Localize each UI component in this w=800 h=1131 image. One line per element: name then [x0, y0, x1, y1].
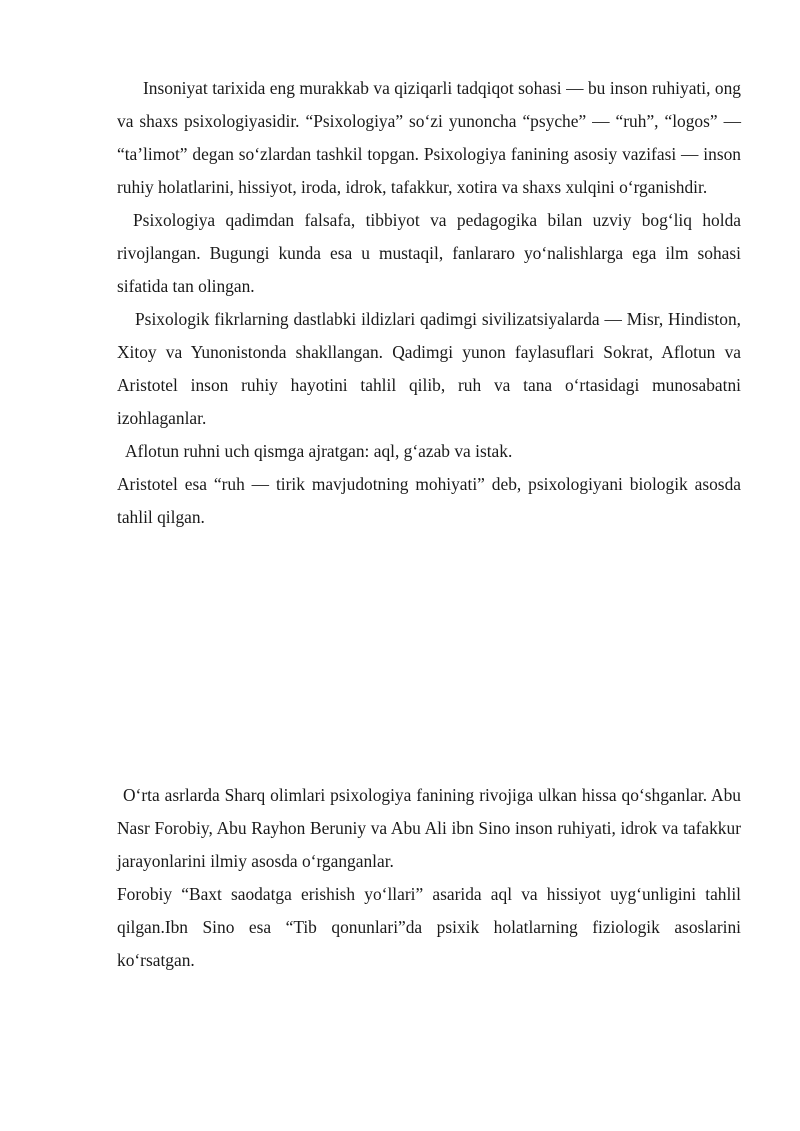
text-block-middle-ages: [117, 779, 741, 977]
paragraph-aflotun: Aflotun ruhni uch qismga ajratgan: aql, g‘azab va istak.: [125, 441, 513, 461]
paragraph-psychology-development: Psixologiya qadimdan falsafa, tibbiyot va pedagogika bilan uzviy bog‘liq holda rivojlangan. Bugungi kunda esa u mustaqil, fanlararo yo‘nalishlarga ega ilm sohasi sifatida tan olingan.: [117, 210, 741, 296]
text-block-intro: [117, 72, 741, 534]
paragraph-aristotel: Aristotel esa “ruh — tirik mavjudotning mohiyati” deb, psixologiyani biologik asosda tahlil qilgan.: [117, 474, 741, 527]
paragraph-eastern-scholars: O‘rta asrlarda Sharq olimlari psixologiya fanining rivojiga ulkan hissa qo‘shganlar. Abu Nasr Forobiy, Abu Rayhon Beruniy va Abu Ali ibn Sino inson ruhiyati, idrok va tafakkur jarayonlarini ilmiy asosda o‘rganganlar.: [117, 785, 741, 871]
paragraph-ancient-origins: Psixologik fikrlarning dastlabki ildizlari qadimgi sivilizatsiyalarda — Misr, Hindiston, Xitoy va Yunonistonda shakllangan. Qadimgi yunon faylasuflari Sokrat, Aflotun va Aristotel inson ruhiy hayotini tahlil qilib, ruh va tana o‘rtasidagi munosabatni izohlaganlar.: [117, 309, 741, 428]
paragraph-forobiy-ibn-sino: Forobiy “Baxt saodatga erishish yo‘llari” asarida aql va hissiyot uyg‘unligini tahlil qilgan.Ibn Sino esa “Tib qonunlari”da psixik holatlarning fiziologik asoslarini ko‘rsatgan.: [117, 884, 741, 970]
paragraph-psychology-definition: Insoniyat tarixida eng murakkab va qiziqarli tadqiqot sohasi — bu inson ruhiyati, ong va shaxs psixologiyasidir. “Psixologiya” so‘zi yunoncha “psyche” — “ruh”, “logos” — “ta’limot” degan so‘zlardan tashkil topgan. Psixologiya fanining asosiy vazifasi — inson ruhiy holatlarini, hissiyot, iroda, idrok, tafakkur, xotira va shaxs xulqini o‘rganishdir.: [117, 78, 741, 197]
